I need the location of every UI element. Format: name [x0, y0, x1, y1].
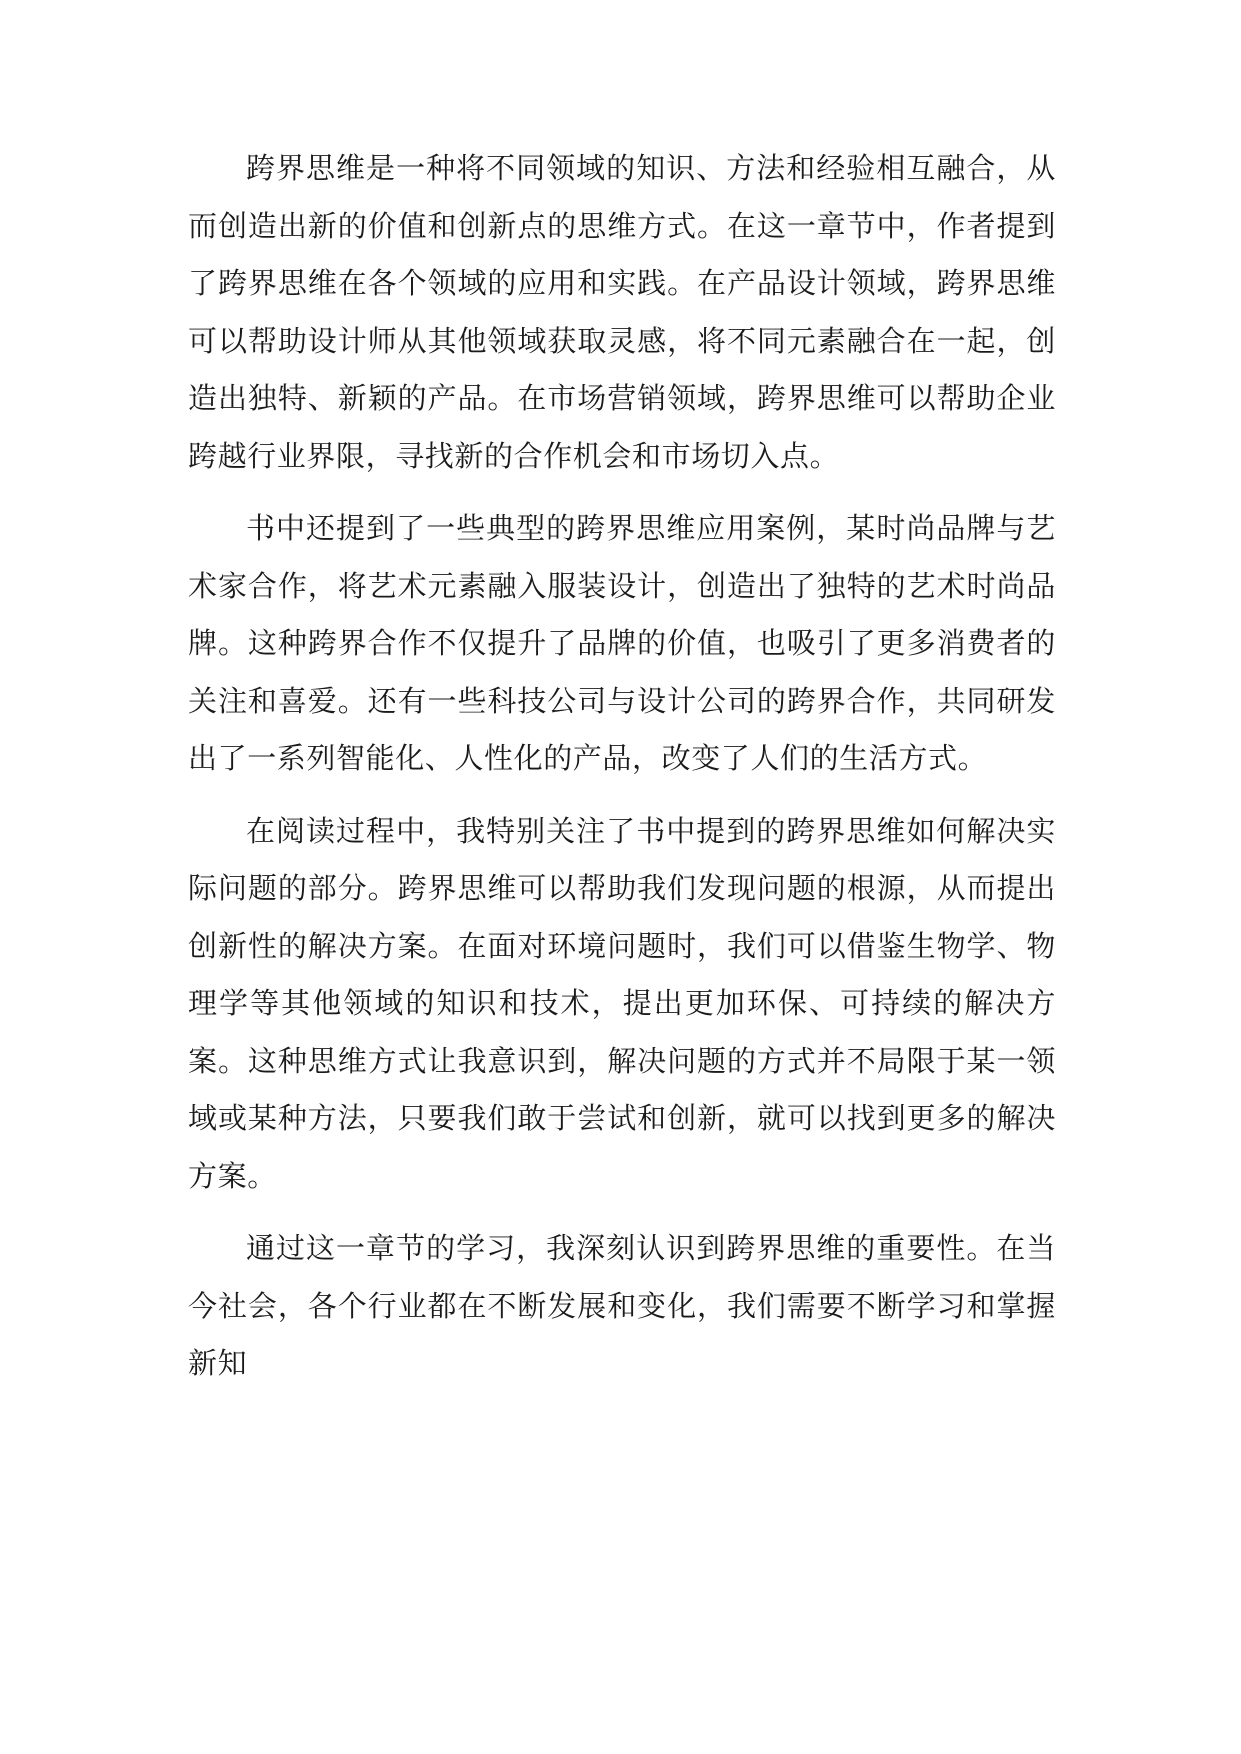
document-body: [188, 140, 1056, 1408]
paragraph-4: 通过这一章节的学习，我深刻认识到跨界思维的重要性。在当今社会，各个行业都在不断发展和变化，我们需要不断学习和掌握新知: [188, 1231, 1056, 1380]
paragraph-2: 书中还提到了一些典型的跨界思维应用案例，某时尚品牌与艺术家合作，将艺术元素融入服装设计，创造出了独特的艺术时尚品牌。这种跨界合作不仅提升了品牌的价值，也吸引了更多消费者的关注和喜爱。还有一些科技公司与设计公司的跨界合作，共同研发出了一系列智能化、人性化的产品，改变了人们的生活方式。: [188, 511, 1056, 775]
paragraph-3: 在阅读过程中，我特别关注了书中提到的跨界思维如何解决实际问题的部分。跨界思维可以帮助我们发现问题的根源，从而提出创新性的解决方案。在面对环境问题时，我们可以借鉴生物学、物理学等其他领域的知识和技术，提出更加环保、可持续的解决方案。这种思维方式让我意识到，解决问题的方式并不局限于某一领域或某种方法，只要我们敢于尝试和创新，就可以找到更多的解决方案。: [188, 813, 1056, 1193]
paragraph-1: 跨界思维是一种将不同领域的知识、方法和经验相互融合，从而创造出新的价值和创新点的思维方式。在这一章节中，作者提到了跨界思维在各个领域的应用和实践。在产品设计领域，跨界思维可以帮助设计师从其他领域获取灵感，将不同元素融合在一起，创造出独特、新颖的产品。在市场营销领域，跨界思维可以帮助企业跨越行业界限，寻找新的合作机会和市场切入点。: [188, 151, 1056, 473]
